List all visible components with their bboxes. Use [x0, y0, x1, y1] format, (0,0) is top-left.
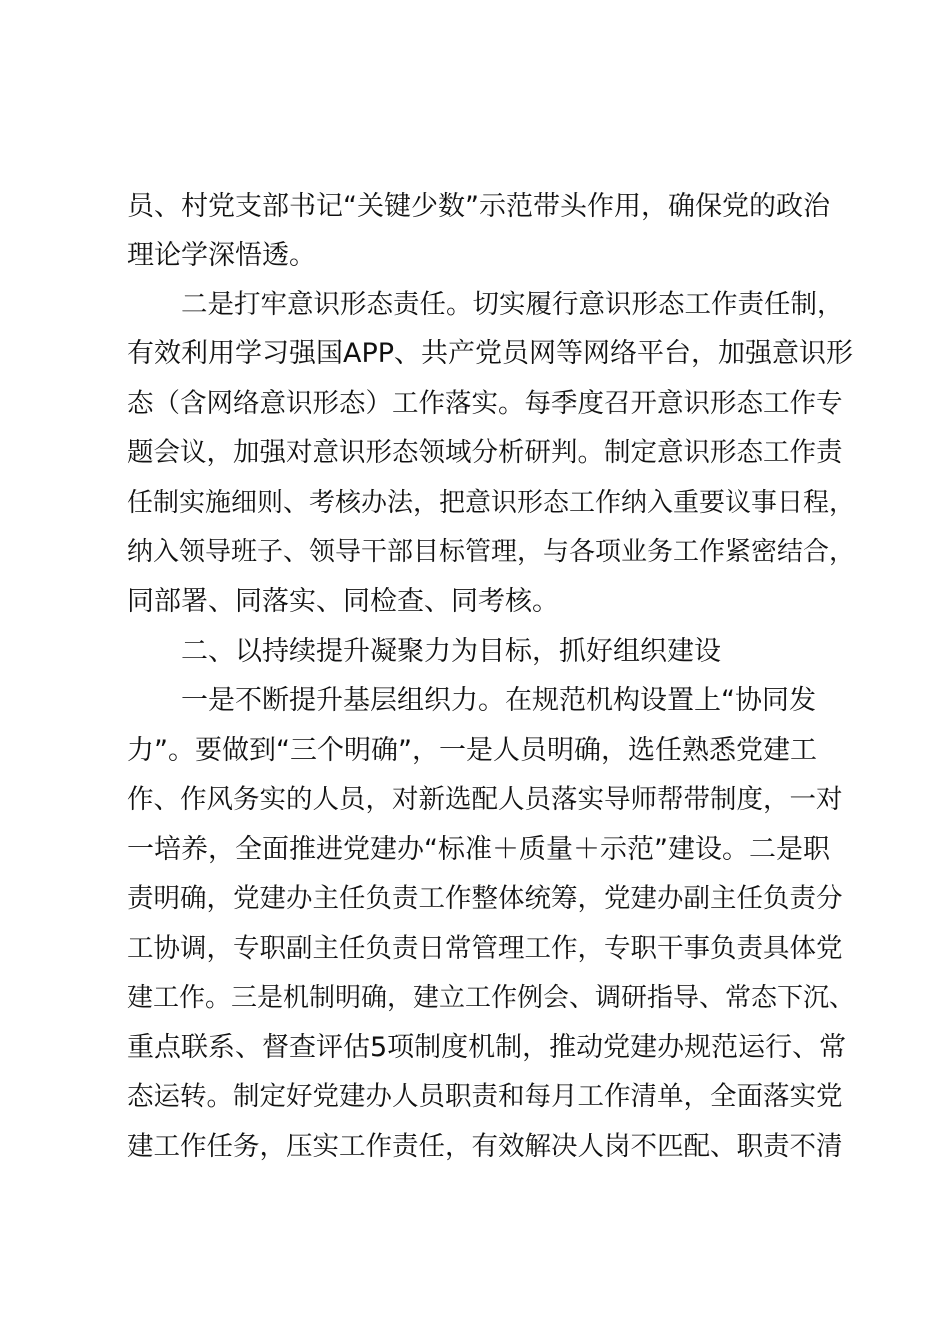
text-line: 责明确，党建办主任负责工作整体统筹，党建办副主任负责分 [127, 883, 843, 914]
text-line: 有效利用学习强国APP、共产党员网等网络平台，加强意识形 [127, 338, 854, 369]
section-heading: 二、以持续提升凝聚力为目标，抓好组织建设 [181, 636, 721, 667]
text-line: 重点联系、督查评估5项制度机制，推动党建办规范运行、常 [127, 1032, 847, 1063]
text-line: 工协调，专职副主任负责日常管理工作，专职干事负责具体党 [127, 933, 843, 964]
text-line: 题会议，加强对意识形态领域分析研判。制定意识形态工作责 [127, 437, 843, 468]
text-line: 员、村党支部书记“关键少数”示范带头作用，确保党的政治 [127, 191, 830, 222]
text-line: 力”。要做到“三个明确”，一是人员明确，选任熟悉党建工 [127, 735, 817, 766]
text-line: 建工作任务，压实工作责任，有效解决人岗不匹配、职责不清 [127, 1131, 843, 1162]
paragraph-first-line: 一是不断提升基层组织力。在规范机构设置上“协同发 [181, 685, 816, 716]
text-line: 一培养，全面推进党建办“标准＋质量＋示范”建设。二是职 [127, 834, 830, 865]
text-line: 态运转。制定好党建办人员职责和每月工作清单，全面落实党 [127, 1081, 843, 1112]
text-line: 建工作。三是机制明确，建立工作例会、调研指导、常态下沉、 [127, 983, 856, 1013]
text-line: 任制实施细则、考核办法，把意识形态工作纳入重要议事日程， [127, 488, 856, 518]
text-line: 纳入领导班子、领导干部目标管理，与各项业务工作紧密结合， [127, 537, 856, 567]
text-line: 作、作风务实的人员，对新选配人员落实导师帮带制度，一对 [127, 784, 843, 815]
text-line: 同部署、同落实、同检查、同考核。 [127, 586, 559, 617]
text-line: 态（含网络意识形态）工作落实。每季度召开意识形态工作专 [127, 388, 843, 419]
text-line: 理论学深悟透。 [127, 240, 316, 271]
paragraph-first-line: 二是打牢意识形态责任。切实履行意识形态工作责任制， [181, 289, 844, 320]
